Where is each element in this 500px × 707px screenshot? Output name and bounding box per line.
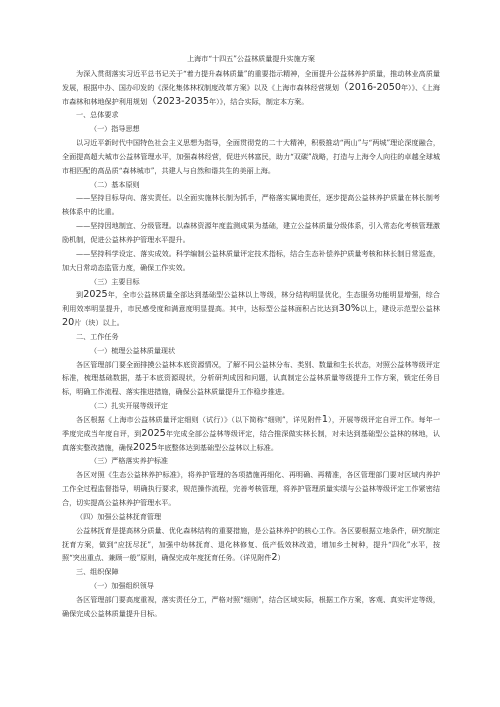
subsection-heading-task-2: （二）扎实开展等级评定 xyxy=(90,401,169,411)
subsection-heading-goals: （三）主要目标 xyxy=(90,276,140,286)
paragraph-task-1: 各区管理部门要全面排摸公益林本底资源情况，了解不同公益林分布、类别、数量和生长状态，对照公益林等级评定标准，梳理基础数据，基于本底资源现状，分析研判成因和问题，认真制定公益林质量等级提升工作方案，锁定任务目标，明确工作流程、落实推进措施，确保公益林质量提升工作稳步推进。 xyxy=(62,359,440,397)
section-heading-3: 三、组织保障 xyxy=(76,567,119,577)
section-heading-2: 二、工作任务 xyxy=(76,331,119,341)
subsection-heading-guiding: （一）指导思想 xyxy=(90,124,140,134)
section-heading-1: 一、总体要求 xyxy=(76,110,119,120)
paragraph-principle-3: ——坚持科学设定、落实成效。科学编制公益林质量评定技术指标，结合生态补偿养护质量考核和林长制日常巡查，加大日常动态监管力度，确保工作实效。 xyxy=(62,248,440,272)
paragraph-task-4: 公益林抚育是提高林分质量、优化森林结构的重要措施，是公益林养护的核心工作。各区要根据立地条件，研究制定抚育方案，做到“应抚尽抚”，加强中幼林抚育、退化林修复、低产低效林改造，增加乡土树种，提升“四化”水平，按照“突出重点、兼顾一般”原则，确保完成年度抚育任务。（详见附件2） xyxy=(62,525,440,564)
paragraph-task-3: 各区对照《生态公益林养护标准》，将养护管理的各项措施再细化、再明确、再精准，各区管理部门要对区域内养护工作全过程监督指导，明确执行要求，规范操作流程，完善考核管理，将养护管理质量实绩与公益林等级评定工作紧密结合，切实提高公益林养护管理水平。 xyxy=(62,470,440,507)
subsection-heading-org: （一）加强组织领导 xyxy=(90,581,154,591)
subsection-heading-task-1: （一）梳理公益林质量现状 xyxy=(90,345,176,355)
subsection-heading-task-3: （三）严格落实养护标准 xyxy=(90,456,169,466)
paragraph-goals: 到2025年，全市公益林质量全部达到基础型公益林以上等级，林分结构明显优化，生态服务功能明显增强，综合利用效率明显提升，市民感受度和满意度明显提高。其中，达标型公益林面积占比达到30%以上，建设示范型公益林20片（块）以上。 xyxy=(62,289,441,329)
subsection-heading-task-4: （四）加强公益林抚育管理 xyxy=(76,511,162,521)
paragraph-guiding: 以习近平新时代中国特色社会主义思想为指导，全面贯彻党的二十大精神，积极推动“两山”与“两城”理论深度融合，全面提高超大城市公益林管理水平，加强森林经营，促进兴林富民，助力“双碳”战略，打造与上海令人向往的卓越全球城市相匹配的高品质“森林城市”，共建人与自然和谐共生的美丽上海。 xyxy=(62,138,440,175)
document-title: 上海市“十四五”公益林质量提升实施方案 xyxy=(187,54,315,63)
paragraph-org: 各区管理部门要高度重视，落实责任分工，严格对照“细则”，结合区域实际，根据工作方案，客观、真实评定等级，确保完成公益林质量提升目标。 xyxy=(62,594,440,618)
paragraph-task-2: 各区根据《上海市公益林质量评定细则（试行）》（以下简称“细则”，详见附件1），开展等级评定自评工作。每年一季度完成当年度自评，到2025年完成全部公益林等级评定，结合推深做实林长制，对未达到基础型公益林的林地，认真落实整改措施，确保2025年底整体达到基础型公益林以上标准。 xyxy=(62,413,440,453)
subsection-heading-principles: （二）基本原则 xyxy=(90,179,140,189)
intro-paragraph: 为深入贯彻落实习近平总书记关于“着力提升森林质量”的重要指示精神，全面提升公益林养护质量，推动林业高质量发展，根据中办、国办印发的《深化集体林权制度改革方案》以及《上海市森林经营规划（2016-2050年）》、《上海市森林和林地保护利用规划（2023-2035年）》，结合实际，制定本方案。 xyxy=(62,68,441,107)
paragraph-principle-1: ——坚持目标导向、落实责任。以全面实施林长制为抓手，严格落实属地责任，逐步提高公益林养护质量在林长制考核体系中的比重。 xyxy=(62,193,440,217)
paragraph-principle-2: ——坚持因地制宜、分级管理。以森林资源年度监测成果为基础，建立公益林质量分级体系，引入常态化考核管理激励机制，促进公益林养护管理水平提升。 xyxy=(62,221,440,244)
document-page xyxy=(62,52,440,621)
